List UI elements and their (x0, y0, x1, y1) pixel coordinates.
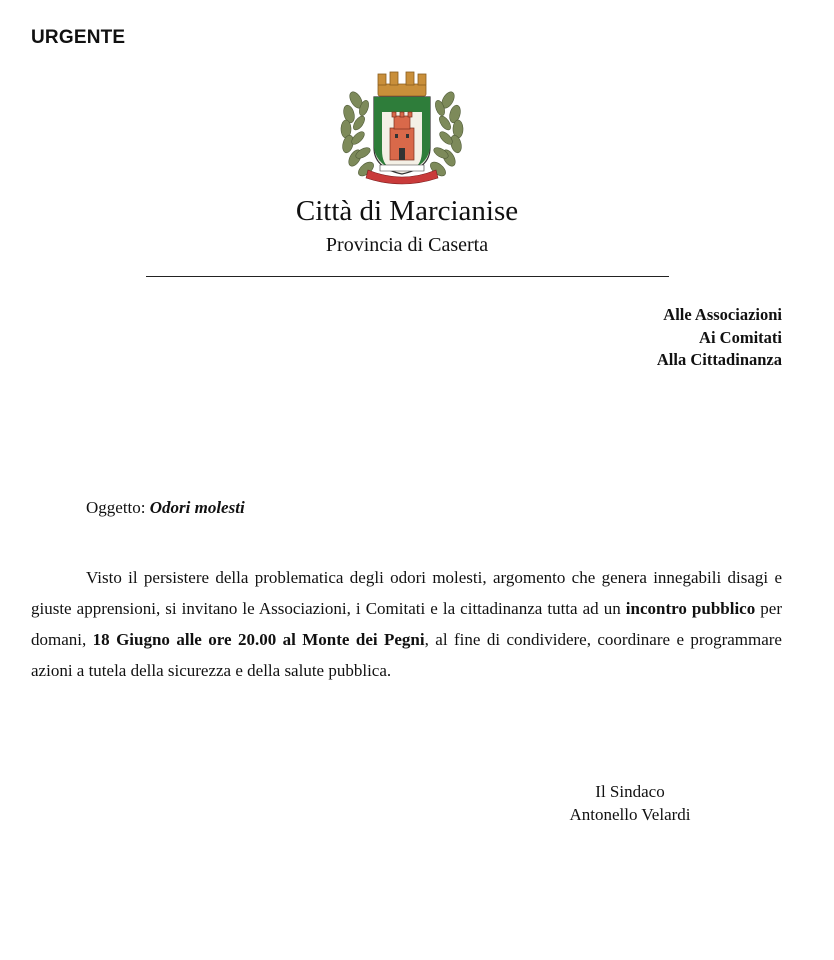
body-text: per domani, (31, 599, 782, 649)
recipient-line: Alle Associazioni (663, 305, 782, 324)
signature-name: Antonello Velardi (569, 805, 691, 824)
body-emphasis: 18 Giugno alle ore 20.00 al Monte dei Pegni (92, 630, 425, 649)
subject-label: Oggetto: (86, 498, 150, 517)
body-emphasis: incontro pubblico (625, 599, 756, 618)
header-divider (146, 276, 669, 277)
letter-body (31, 562, 782, 686)
body-text: , al fine di condividere, coordinare e programmare azioni a tutela della sicurezza e della salute pubblica. (31, 630, 782, 680)
signature-title: Il Sindaco (595, 782, 665, 801)
body-text: Visto il persistere della problematica degli odori molesti, argomento che genera innegabili disagi e giuste apprensioni, si invitano le Associazioni, i Comitati e la cittadinanza tutta ad un (31, 568, 782, 618)
coat-of-arms-icon (334, 70, 470, 188)
province-name: Provincia di Caserta (325, 234, 489, 256)
city-name: Città di Marcianise (295, 195, 519, 227)
subject-value: Odori molesti (149, 498, 245, 517)
urgent-label: URGENTE (31, 27, 126, 48)
recipient-line: Ai Comitati (699, 327, 782, 347)
recipients-block (657, 304, 782, 372)
signature-block (560, 780, 700, 826)
recipient-line: Alla Cittadinanza (656, 350, 782, 369)
subject-line (86, 498, 245, 518)
